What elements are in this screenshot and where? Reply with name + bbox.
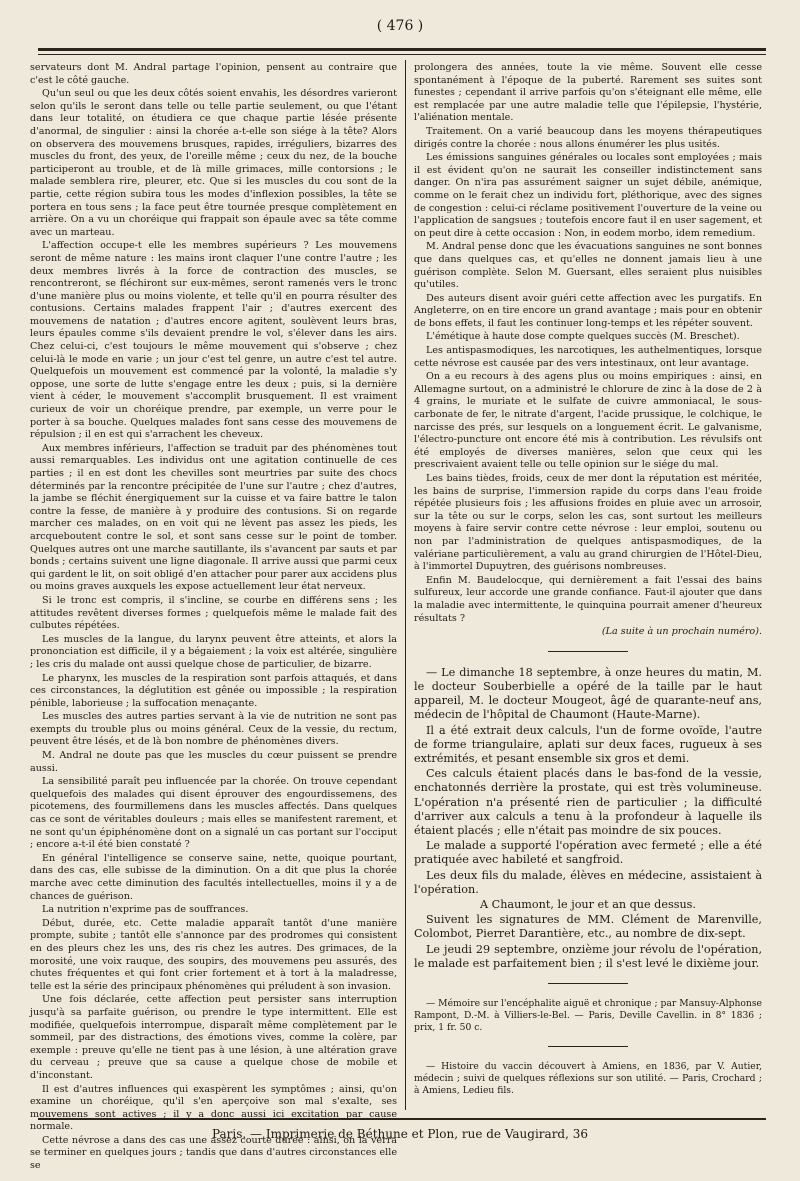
column-divider xyxy=(405,60,406,1110)
news-item xyxy=(414,666,762,971)
paragraph: Si le tronc est compris, il s'incline, se courbe en différens sens ; les attitudes revêtent diverses formes ; quelquefois même le malade fait des culbutes répétées. xyxy=(30,594,397,632)
paragraph: Traitement. On a varié beaucoup dans les moyens thérapeutiques dirigés contre la chorée : nous allons énumérer les plus usités. xyxy=(414,125,762,150)
paragraph: Des auteurs disent avoir guéri cette affection avec les purgatifs. En Angleterre, on en tire encore un grand avantage ; mais pour en obtenir de bons effets, il faut les continuer long-temps et les répéter souvent. xyxy=(414,292,762,329)
signature-names: Suivent les signatures de MM. Clément de Marenville, Colombot, Pierret Darantière, etc., au nombre de dix-sept. xyxy=(414,913,762,941)
paragraph: Il a été extrait deux calculs, l'un de forme ovoïde, l'autre de forme triangulaire, aplati sur deux faces, rugueux à ses extrémités, et pesant ensemble six gros et demi. xyxy=(414,723,762,765)
paragraph: Les deux fils du malade, élèves en médecine, assistaient à l'opération. xyxy=(414,868,762,896)
paragraph: Une fois déclarée, cette affection peut persister sans interruption jusqu'à sa parfaite guérison, ou prendre le type intermittent. Elle est modifiée, quelquefois interrompue, disparaît même complètement par le sommeil, par des distractions, des émotions vives, comme la colère, par exemple : preuve qu'elle ne tient pas à une lésion, à une altération grave du cerveau ; preuve que sa cause a quelque chose de mobile et d'inconstant. xyxy=(30,994,397,1081)
paragraph: Les émissions sanguines générales ou locales sont employées ; mais il est évident qu'on ne saurait les conseiller indistinctement sans danger. On n'ira pas assurément saigner un sujet débile, anémique, comme on le ferait chez un individu fort, pléthorique, avec des signes de congestion : celui-ci réclame positivement l'ouverture de la veine ou l'application de sangsues ; toutefois encore faut il en user sagement, et on peut dire à cette occasion : Non, in eodem morbo, idem remedium. xyxy=(414,152,762,239)
paragraph: Aux membres inférieurs, l'affection se traduit par des phénomènes tout aussi remarquables. Les individus ont une agitation continuelle de ces parties ; il en est dont les chevilles sont meurtries par suite des chocs déterminés par la rencontre précipitée de l'une sur l'autre ; chez d'autres, la jambe se fléchit énergiquement sur la cuisse et va faire battre le talon contre la fesse, de manière à y produire des contusions. Si on regarde marcher ces malades, on en voit qui ne lèvent pas assez les pieds, les arcqueboutent contre le sol, et sont sans cesse sur le point de tomber. Quelques autres ont une marche sautillante, ils s'avancent par sauts et par bonds ; certains suivent une ligne diagonale. Il arrive aussi que parmi ceux qui gardent le lit, on soit obligé d'en attacher pour parer aux accidens plus ou moins graves auxquels les expose actuellement leur état nerveux. xyxy=(30,442,397,593)
paragraph: L'affection occupe-t elle les membres supérieurs ? Les mouvemens seront de même nature : les mains iront claquer l'une contre l'autre ; les deux membres livrés à la force de contraction des muscles, se rencontreront, se fléchiront sur eux-mêmes, seront ramenés vers le tronc d'une manière plus ou moins violente, et telle qu'il en pourra résulter des contusions. Certains malades frappent l'air ; d'autres exercent des mouvemens de natation ; d'autres encore agitent, soulèvent leurs bras, leurs épaules comme s'ils devaient prendre le vol, s'élever dans les airs. Chez celui-ci, c'est toujours le même mouvement qui s'observe ; chez celui-là le mode en varie ; un jour c'est tel genre, un autre c'est tel autre. Quelquefois un mouvement est commencé par la volonté, la maladie s'y oppose, une sorte de lutte s'engage entre les deux ; puis, si la dernière vient à céder, le mouvement s'accomplit brusquement. Il est vraiment curieux de voir un choréique prendre, par exemple, un verre pour le porter à sa bouche. Quelques malades font sans cesse des mouvemens de répulsion ; il en est qui s'arrachent les cheveux. xyxy=(30,240,397,441)
paragraph: Enfin M. Baudelocque, qui dernièrement a fait l'essai des bains sulfureux, leur accorde une grande confiance. Faut-il ajouter que dans la maladie avec intermittente, le quinquina pourrait amener d'heureux résultats ? xyxy=(414,574,762,624)
right-column xyxy=(414,62,762,1112)
paragraph: Le pharynx, les muscles de la respiration sont parfois attaqués, et dans ces circonstances, la déglutition est gênée ou impossible ; la respiration pénible, laborieuse ; la suffocation menaçante. xyxy=(30,672,397,709)
paragraph: Le jeudi 29 septembre, onzième jour révolu de l'opération, le malade est parfaitement bien ; il s'est levé le dixième jour. xyxy=(414,942,762,970)
paragraph: prolongera des années, toute la vie même. Souvent elle cesse spontanément à l'époque de la puberté. Rarement ses suites sont funestes ; cependant il arrive parfois qu'on s'éteignant elle même, elle est remplacée par une autre maladie telle que l'épilepsie, l'hystérie, l'aliénation mentale. xyxy=(414,62,762,124)
paragraph: Les antispasmodiques, les narcotiques, les authelmentiques, lorsque cette névrose est causée par des vers intestinaux, ont leur avantage. xyxy=(414,345,762,369)
signature-place: A Chaumont, le jour et an que dessus. xyxy=(480,897,696,911)
continued-note: (La suite à un prochain numéro). xyxy=(601,626,762,638)
paragraph: La nutrition n'exprime pas de souffrances. xyxy=(42,904,249,916)
paragraph: Les muscles de la langue, du larynx peuvent être atteints, et alors la prononciation est difficile, il y a bégaiement ; la voix est altérée, singulière ; les cris du malade ont aussi quelque chose de particulier, de bizarre. xyxy=(30,633,397,670)
top-rule xyxy=(38,48,766,55)
paragraph: — Le dimanche 18 septembre, à onze heures du matin, M. le docteur Souberbielle a opéré de la taille par le haut appareil, M. le docteur Mougeot, âgé de quarante-neuf ans, médecin de l'hôpital de Chaumont (Haute-Marne). xyxy=(414,665,762,722)
left-column xyxy=(30,62,397,1172)
paragraph: On a eu recours à des agens plus ou moins empiriques : ainsi, en Allemagne surtout, on a administré le chlorure de zinc à la dose de 2 à 4 grains, le muriate et le sulfate de cuivre ammoniacal, le sous-carbonate de fer, le nitrate d'argent, l'acide prussique, le colchique, le narcisse des prés, sur lesquels on a longuement écrit. Le galvanisme, l'électro-puncture ont encore été mis à contribution. Les révulsifs ont été employés de diverses manières, selon que ceux qui les prescrivaient avaient telle ou telle opinion sur le siége du mal. xyxy=(414,371,762,471)
section-rule xyxy=(548,651,628,652)
paragraph: Début, durée, etc. Cette maladie apparaît tantôt d'une manière prompte, subite ; tantôt elle s'annonce par des prodromes qui consistent en des pleurs chez les uns, des ris chez les autres. Des grimaces, de la morosité, une voix rauque, des soupirs, des mouvemens peu assurés, des chutes fréquentes et qui font crier fortement et à tort à la maladresse, telle est la série des principaux phénomènes qui préludent à son invasion. xyxy=(30,917,397,992)
paragraph: M. Andral ne doute pas que les muscles du cœur puissent se prendre aussi. xyxy=(30,750,397,774)
bibliography-entry: — Histoire du vaccin découvert à Amiens, en 1836, par V. Autier, médecin ; suivi de quelques réflexions sur son utilité. — Paris, Crochard ; à Amiens, Ledieu fils. xyxy=(414,1060,762,1096)
bibliography-entry: — Mémoire sur l'encéphalite aiguë et chronique ; par Mansuy-Alphonse Rampont, D.-M. à Villiers-le-Bel. — Paris, Deville Cavellin. in 8° 1836 ; prix, 1 fr. 50 c. xyxy=(414,997,762,1033)
imprint-footer: Paris. — Imprimerie de Béthune et Plon, rue de Vaugirard, 36 xyxy=(211,1127,589,1141)
paragraph: Les muscles des autres parties servant à la vie de nutrition ne sont pas exempts du trouble plus ou moins général. Ceux de la vessie, du rectum, peuvent être lésés, et de là bon nombre de phénomènes divers. xyxy=(30,711,397,748)
paragraph: M. Andral pense donc que les évacuations sanguines ne sont bonnes que dans quelques cas, et qu'elles ne donnent jamais lieu à une guérison complète. Selon M. Guersant, elles seraient plus nuisibles qu'utiles. xyxy=(414,241,762,291)
bottom-rule xyxy=(38,1118,766,1120)
paragraph: En général l'intelligence se conserve saine, nette, quoique pourtant, dans des cas, elle subisse de la diminution. On a dit que plus la chorée marche avec cette diminution des facultés intellectuelles, moins il y a de chances de guérison. xyxy=(30,852,397,902)
section-rule xyxy=(548,1046,628,1047)
page-number: ( 476 ) xyxy=(376,18,424,34)
bibliography xyxy=(414,998,762,1097)
paragraph: Il est d'autres influences qui exaspèrent les symptômes ; ainsi, qu'on examine un choréique, qu'il s'en aperçoive son mal s'exalte, ses mouvemens sont actives ; il y a donc aussi ici excitation par cause normale. xyxy=(30,1083,397,1133)
paragraph: Ces calculs étaient placés dans le bas-fond de la vessie, enchatonnés derrière la prostate, qui est très volumineuse. L'opération n'a présenté rien de particulier ; la difficulté d'arriver aux calculs a tenu à la profondeur à laquelle ils étaient placés ; elle n'était pas moindre de six pouces. xyxy=(414,767,762,837)
section-rule xyxy=(548,983,628,984)
paragraph: servateurs dont M. Andral partage l'opinion, pensent au contraire que c'est le côté gauche. xyxy=(30,62,397,86)
paragraph: Cette névrose a dans des cas une assez courte durée : ainsi, on la verra se terminer en quelques jours ; tandis que dans d'autres circonstances elle se xyxy=(30,1134,397,1172)
paragraph: Qu'un seul ou que les deux côtés soient envahis, les désordres varieront selon qu'ils le seront dans telle ou telle partie seulement, ou que l'étant dans leur totalité, on étudiera ce que chaque partie lésée présente d'anormal, de singulier : ainsi la chorée a-t-elle son siége à la tête? Alors on observera des mouvemens brusques, rapides, irréguliers, bizarres des muscles du front, des yeux, de l'oreille même ; ceux du nez, de la bouche participeront au trouble, et de là mille grimaces, mille contorsions ; le malade semblera rire, pleurer, etc. Que si les muscles du cou sont de la partie, cette région subira tous les modes d'inflexion possibles, la tête se portera en tous sens ; la face peut être tournée presque complètement en arrière. On a vu un choréique qui frappait son épaule avec sa tête comme avec un marteau. xyxy=(30,88,397,238)
paragraph: La sensibilité paraît peu influencée par la chorée. On trouve cependant quelquefois des malades qui disent éprouver des engourdissemens, des picotemens, des fourmillemens dans les muscles affectés. Dans quelques cas ce sont de véritables douleurs ; mais elles se manifestent rarement, et ne sont qu'un épiphénomène dont on a signalé un cas portant sur l'occiput ; encore a-t-il été bien constaté ? xyxy=(30,776,397,851)
paragraph: Les bains tièdes, froids, ceux de mer dont la réputation est méritée, les bains de surprise, l'immersion rapide du corps dans l'eau froide répétée plusieurs fois ; les affusions froides en pluie avec un arrosoir, sur la tête ou sur le corps, selon les cas, sont surtout les meilleurs moyens à faire servir contre cette névrose : leur emploi, soutenu ou non par l'administration de quelques antispasmodiques, de la valériane particulièrement, a valu au grand chirurgien de l'Hôtel-Dieu, à l'immortel Dupuytren, des guérisons nombreuses. xyxy=(414,473,762,573)
paragraph: L'émétique à haute dose compte quelques succès (M. Breschet). xyxy=(426,331,740,343)
paragraph: Le malade a supporté l'opération avec fermeté ; elle a été pratiquée avec habileté et sangfroid. xyxy=(414,839,762,867)
